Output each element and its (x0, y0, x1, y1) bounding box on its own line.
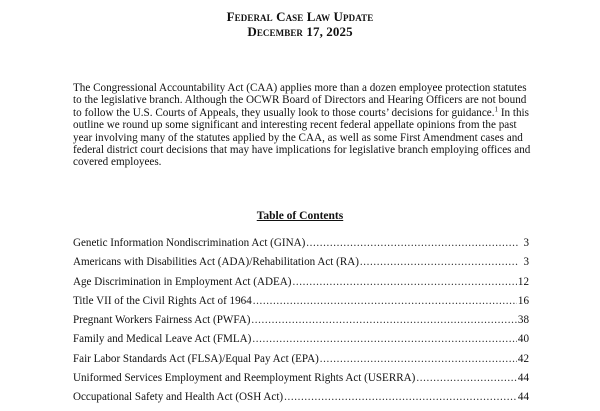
toc-entry[interactable] (73, 256, 529, 275)
toc-entry-label: Fair Labor Standards Act (FLSA)/Equal Pay Act (EPA) (73, 352, 319, 365)
footnote-marker[interactable]: 1 (494, 105, 499, 114)
toc-entry-page: 3 (523, 256, 529, 269)
toc-entry-page: 38 (517, 314, 529, 327)
toc-entry-page: 42 (517, 352, 529, 365)
toc-entry-label: Age Discrimination in Employment Act (ADEA) (73, 275, 292, 288)
intro-text-part2: In this outline we round up some significant and interesting recent federal appellate opinions from the past year involving many of the statutes applied by the CAA, as well as some First Amendment cases and federal district court decisions that may have implications for legislative branch employing offices and covered employees. (73, 106, 531, 169)
toc-entry-label: Family and Medical Leave Act (FMLA) (73, 333, 252, 346)
toc-entry[interactable] (73, 237, 529, 256)
toc-entry-page: 44 (517, 372, 529, 385)
toc-dot-leader (253, 295, 517, 307)
toc-entry-page: 44 (517, 391, 529, 404)
toc-entry[interactable] (73, 353, 529, 372)
toc-entry-label: Occupational Safety and Health Act (OSH Act) (73, 391, 284, 404)
table-of-contents (73, 237, 529, 411)
toc-entry-page: 40 (517, 333, 529, 346)
toc-entry[interactable] (73, 314, 529, 333)
toc-entry-label: Title VII of the Civil Rights Act of 1964 (73, 294, 252, 307)
toc-entry-page: 3 (523, 237, 529, 249)
intro-paragraph (73, 82, 537, 169)
toc-heading: Table of Contents (256, 210, 344, 222)
toc-entry-label: Americans with Disabilities Act (ADA)/Rehabilitation Act (RA) (73, 256, 359, 269)
toc-dot-leader (306, 237, 518, 249)
toc-entry-label: Uniformed Services Employment and Reemployment Rights Act (USERRA) (73, 372, 416, 385)
intro-text-part1: The Congressional Accountability Act (CAA) applies more than a dozen employee protection statutes to the legislative branch. Although the OCWR Board of Directors and Hearing Officers are not bound to follow the U.S. Courts of Appeals, they usually look to those courts’ decisions for guidance. (73, 82, 527, 119)
toc-entry[interactable] (73, 295, 529, 314)
toc-entry[interactable] (73, 372, 529, 391)
toc-entry[interactable] (73, 276, 529, 295)
document-title: Federal Case Law Update (226, 9, 374, 24)
toc-entry-label: Pregnant Workers Fairness Act (PWFA) (73, 314, 251, 327)
toc-dot-leader (416, 372, 517, 384)
toc-dot-leader (284, 391, 517, 403)
toc-entry-page: 16 (517, 294, 529, 307)
toc-dot-leader (251, 314, 517, 326)
toc-entry[interactable] (73, 391, 529, 410)
document-date: December 17, 2025 (247, 24, 353, 39)
toc-dot-leader (252, 333, 517, 345)
toc-entry[interactable] (73, 333, 529, 352)
toc-dot-leader (320, 353, 517, 365)
toc-entry-page: 12 (517, 275, 529, 288)
toc-dot-leader (360, 256, 518, 268)
toc-dot-leader (292, 276, 516, 288)
toc-entry-label: Genetic Information Nondiscrimination Act (GINA) (73, 237, 306, 249)
